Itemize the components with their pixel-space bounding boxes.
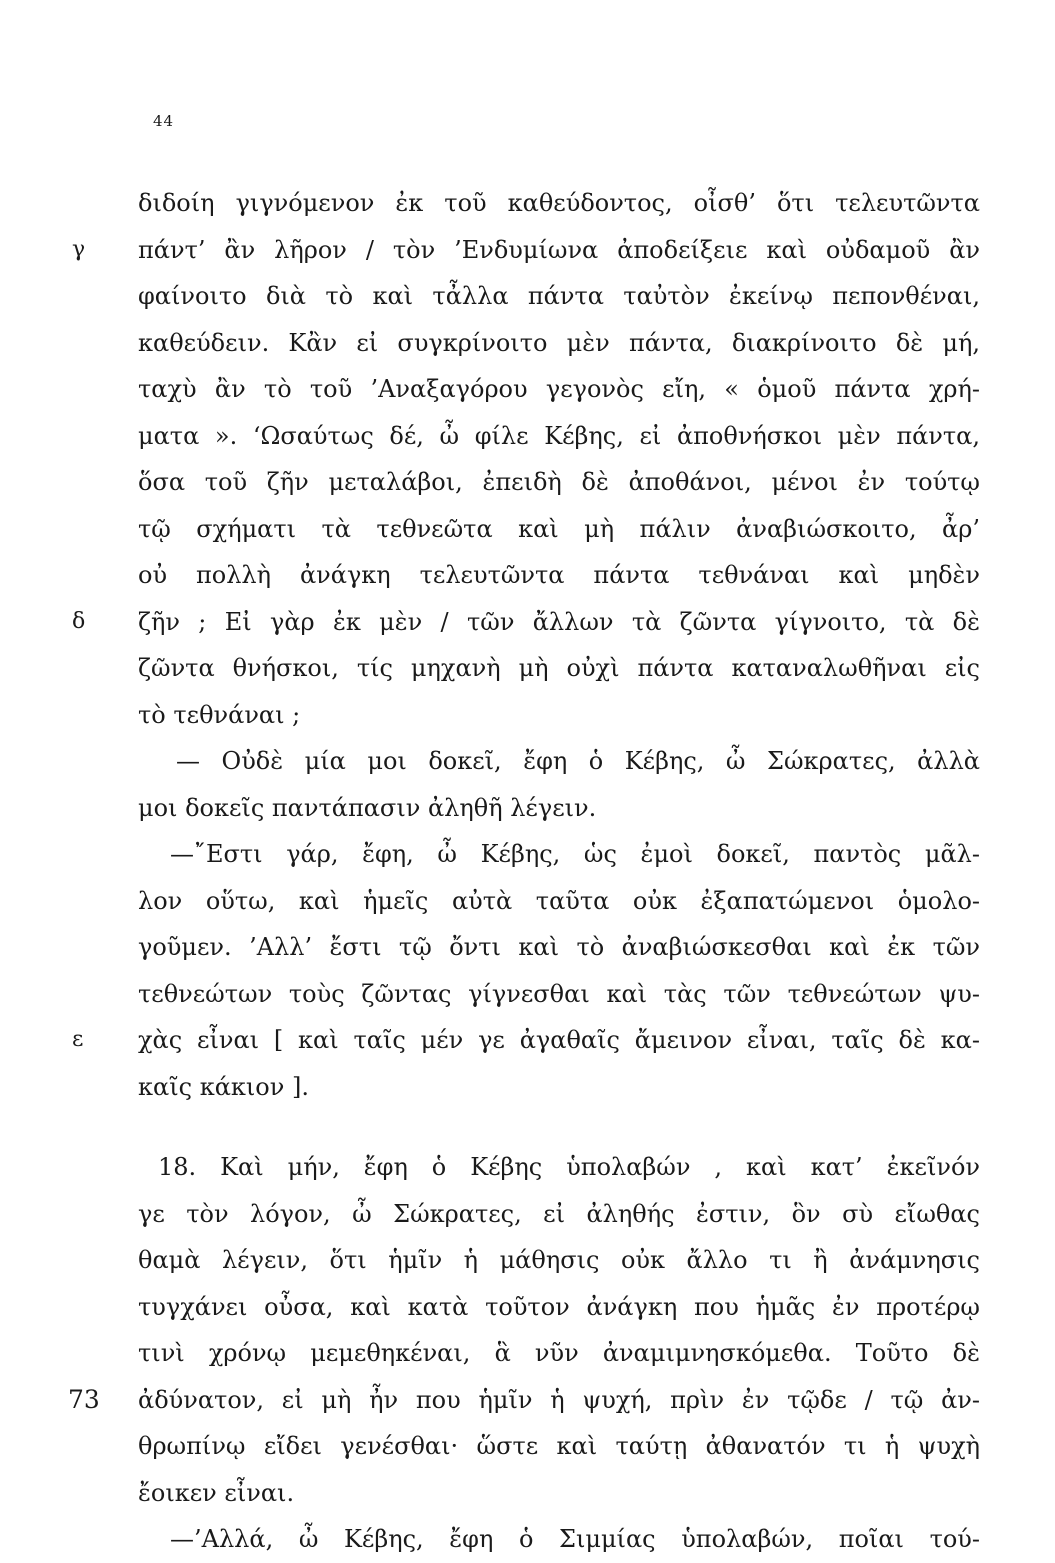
margin-marker-epsilon: ε	[72, 1027, 84, 1052]
page-number: 44	[153, 112, 175, 130]
margin-marker-gamma: γ	[72, 236, 86, 262]
margin-marker-73: 73	[68, 1384, 100, 1414]
text-line	[72, 227, 980, 274]
text-line	[72, 599, 980, 646]
text-line: τεθνεώτων τοὺς ζῶντας γίγνεσθαι καὶ τὰς τῶν τεθνεώτων ψυ-	[138, 979, 980, 1008]
text-line: τὸ τεθνάναι ;	[138, 700, 301, 729]
text-line: γε τὸν λόγον, ὦ Σώκρατες, εἰ ἀληθής ἐστιν, ὃν σὺ εἴωθας	[138, 1199, 980, 1228]
text-line: ζῶντα θνήσκοι, τίς μηχανὴ μὴ οὐχὶ πάντα καταναλωθῆναι εἰς	[138, 654, 980, 682]
text-line: καθεύδειν. Κἂν εἰ συγκρίνοιτο μὲν πάντα, διακρίνοιτο δὲ μή,	[138, 328, 980, 357]
text-line: καῖς κάκιον ].	[138, 1072, 309, 1101]
text-line	[72, 1017, 980, 1064]
text-line: ταχὺ ἂν τὸ τοῦ ’Αναξαγόρου γεγονὸς εἴη, « ὁμοῦ πάντα χρή-	[138, 375, 980, 403]
text-line: διδοίη γιγνόμενον ἐκ τοῦ καθεύδοντος, οἶσθ’ ὅτι τελευτῶντα	[138, 189, 980, 217]
text-line: —’Αλλά, ὦ Κέβης, ἔφη ὁ Σιμμίας ὑπολαβών, ποῖαι τού-	[170, 1525, 980, 1553]
text-line: τινὶ χρόνῳ μεμεθηκέναι, ἃ νῦν ἀναμιμνησκόμεθα. Τοῦτο δὲ	[138, 1339, 980, 1367]
text-line: ματα ». ‘Ωσαύτως δέ, ὦ φίλε Κέβης, εἰ ἀποθνήσκοι μὲν πάντα,	[138, 421, 980, 450]
margin-marker-delta: δ	[72, 608, 86, 634]
main-text	[68, 180, 980, 1563]
text-line: θρωπίνῳ εἴδει γενέσθαι· ὥστε καὶ ταύτῃ ἀθανατόν τι ἡ ψυχὴ	[138, 1432, 980, 1460]
text-line: ἔοικεν εἶναι.	[138, 1478, 295, 1507]
text-line	[68, 1377, 980, 1424]
text-line: τυγχάνει οὖσα, καὶ κατὰ τοῦτον ἀνάγκη που ἡμᾶς ἐν προτέρῳ	[138, 1292, 980, 1321]
text-line: ὅσα τοῦ ζῆν μεταλάβοι, ἐπειδὴ δὲ ἀποθάνοι, μένοι ἐν τούτῳ	[138, 468, 980, 496]
text-line: λον οὕτω, καὶ ἡμεῖς αὐτὰ ταῦτα οὐκ ἐξαπατώμενοι ὁμολο-	[138, 886, 980, 915]
text-line-content: πάντ’ ἂν λῆρον / τὸν ’Ενδυμίωνα ἀποδείξειε καὶ οὐδαμοῦ ἂν	[138, 235, 980, 264]
text-line-content: χὰς εἶναι [ καὶ ταῖς μέν γε ἀγαθαῖς ἄμεινον εἶναι, ταῖς δὲ κα-	[138, 1026, 980, 1054]
text-line-content: ζῆν ; Εἰ γὰρ ἐκ μὲν / τῶν ἄλλων τὰ ζῶντα γίγνοιτο, τὰ δὲ	[138, 607, 980, 636]
text-line: μοι δοκεῖς παντάπασιν ἀληθῆ λέγειν.	[138, 793, 597, 822]
text-line: οὐ πολλὴ ἀνάγκη τελευτῶντα πάντα τεθνάναι καὶ μηδὲν	[138, 561, 980, 589]
text-line: θαμὰ λέγειν, ὅτι ἡμῖν ἡ μάθησις οὐκ ἄλλο τι ἢ ἀνάμνησις	[138, 1246, 980, 1274]
text-line: τῷ σχήματι τὰ τεθνεῶτα καὶ μὴ πάλιν ἀναβιώσκοιτο, ἆρ’	[138, 514, 980, 543]
text-line: — Οὐδὲ μία μοι δοκεῖ, ἔφη ὁ Κέβης, ὦ Σώκρατες, ἀλλὰ	[176, 747, 980, 775]
text-line: 18. Καὶ μήν, ἔφη ὁ Κέβης ὑπολαβών , καὶ κατ’ ἐκεῖνόν	[158, 1153, 980, 1181]
text-line: γοῦμεν. ’Αλλ’ ἔστι τῷ ὄντι καὶ τὸ ἀναβιώσκεσθαι καὶ ἐκ τῶν	[138, 933, 980, 961]
text-line: —῎Εστι γάρ, ἔφη, ὦ Κέβης, ὡς ἐμοὶ δοκεῖ, παντὸς μᾶλ-	[170, 840, 980, 868]
text-line-content: ἀδύνατον, εἰ μὴ ἦν που ἡμῖν ἡ ψυχή, πρὶν ἐν τῷδε / τῷ ἀν-	[138, 1385, 980, 1414]
text-line: φαίνοιτο διὰ τὸ καὶ τἆλλα πάντα ταὐτὸν ἐκείνῳ πεπονθέναι,	[138, 282, 980, 310]
paragraph-gap	[138, 1110, 980, 1144]
